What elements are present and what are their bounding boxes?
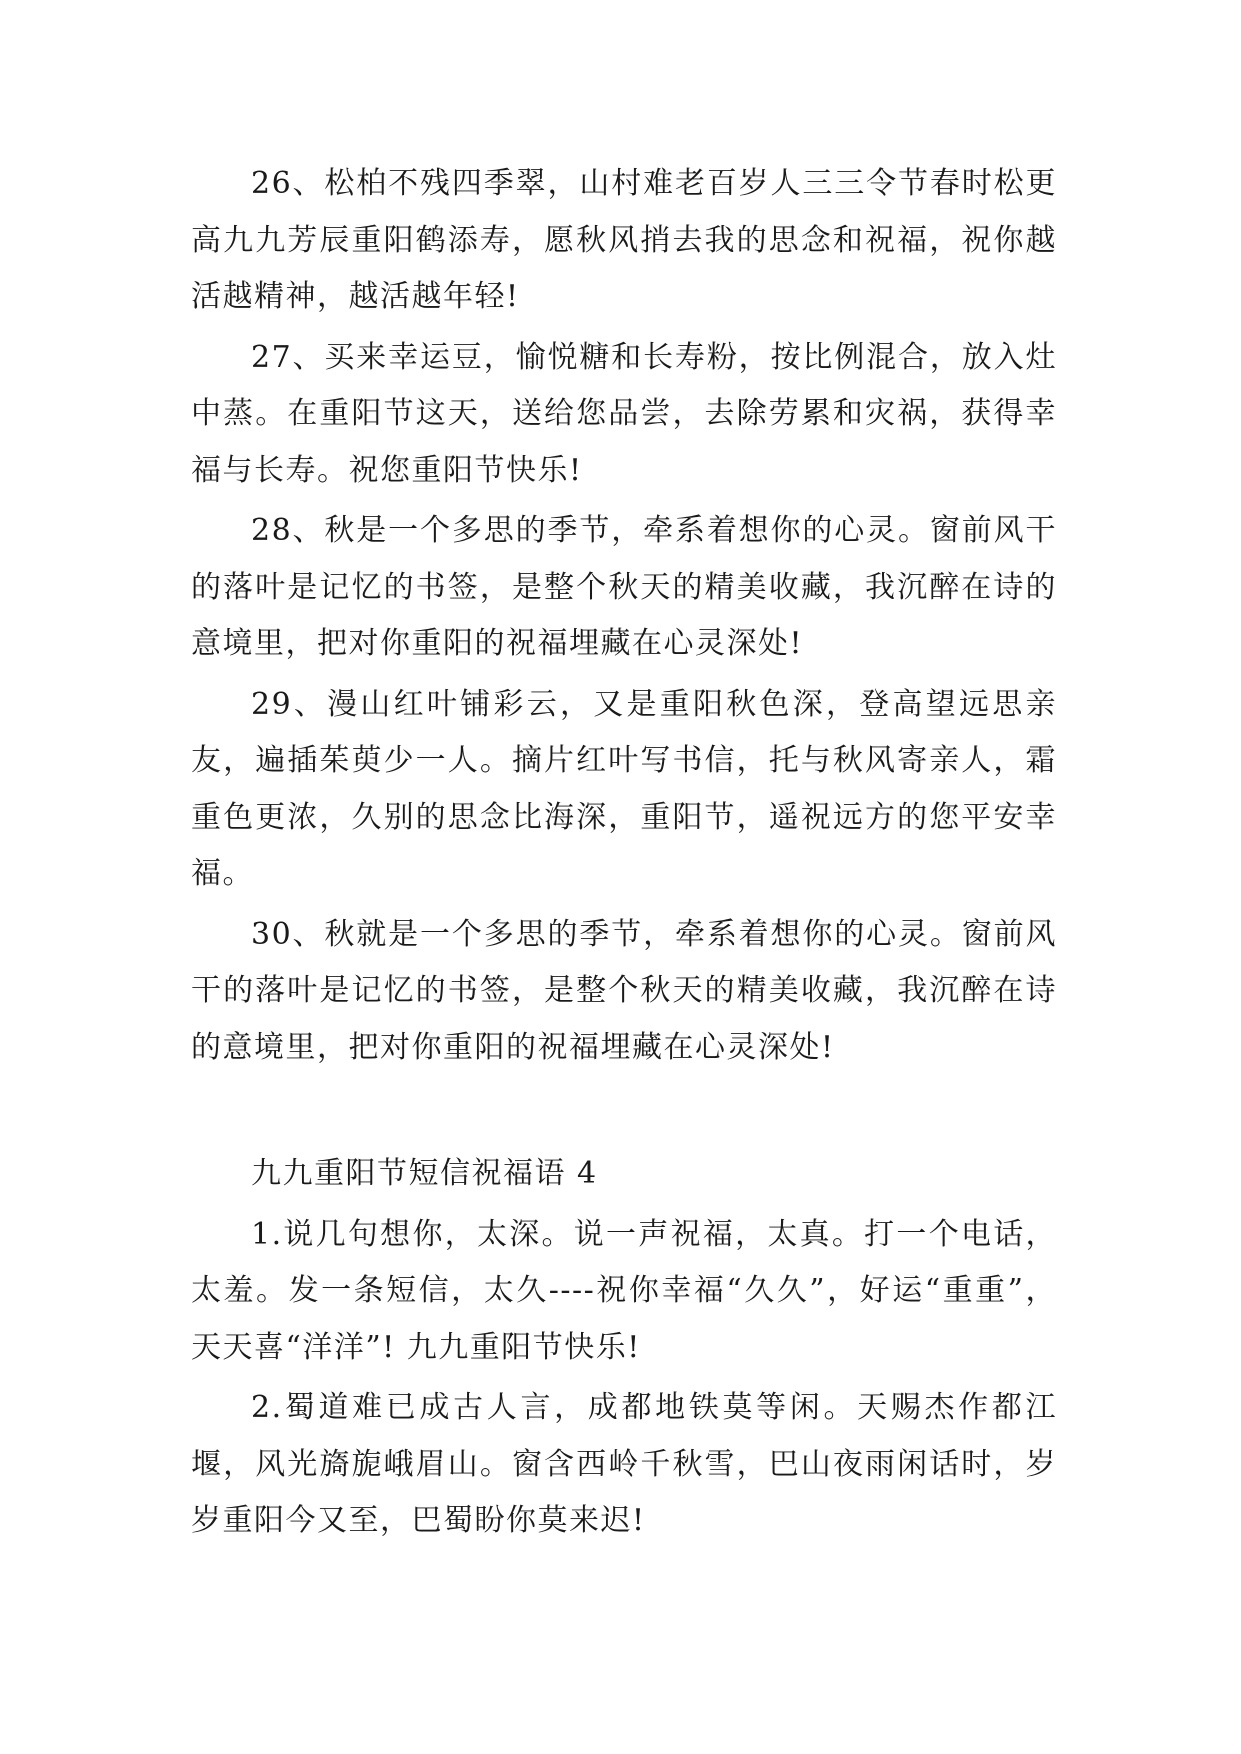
- paragraph-30: 30、秋就是一个多思的季节，牵系着想你的心灵。窗前风干的落叶是记忆的书签，是整个秋天的精美收藏，我沉醉在诗的意境里，把对你重阳的祝福埋藏在心灵深处!: [191, 916, 1057, 1065]
- section-heading: 九九重阳节短信祝福语 4: [251, 1156, 598, 1191]
- paragraph-2: 2.蜀道难已成古人言，成都地铁莫等闲。天赐杰作都江堰，风光旖旎峨眉山。窗含西岭千秋雪，巴山夜雨闲话时，岁岁重阳今又至，巴蜀盼你莫来迟!: [191, 1390, 1057, 1538]
- paragraph-28: 28、秋是一个多思的季节，牵系着想你的心灵。窗前风干的落叶是记忆的书签，是整个秋天的精美收藏，我沉醉在诗的意境里，把对你重阳的祝福埋藏在心灵深处!: [191, 513, 1057, 661]
- paragraph-27: 27、买来幸运豆，愉悦糖和长寿粉，按比例混合，放入灶中蒸。在重阳节这天，送给您品尝，去除劳累和灾祸，获得幸福与长寿。祝您重阳节快乐!: [191, 339, 1057, 488]
- document-body: [191, 156, 1057, 1554]
- paragraph-29: 29、漫山红叶铺彩云，又是重阳秋色深，登高望远思亲友，遍插茱萸少一人。摘片红叶写书信，托与秋风寄亲人，霜重色更浓，久别的思念比海深，重阳节，遥祝远方的您平安幸福。: [191, 686, 1057, 891]
- section-spacer: [191, 1080, 1057, 1146]
- paragraph-26: 26、松柏不残四季翠，山村难老百岁人三三令节春时松更高九九芳辰重阳鹤添寿，愿秋风捎去我的思念和祝福，祝你越活越精神，越活越年轻!: [191, 166, 1057, 314]
- paragraph-1: 1.说几句想你，太深。说一声祝福，太真。打一个电话，太羞。发一条短信，太久----祝你幸福“久久”，好运“重重”，天天喜“洋洋”! 九九重阳节快乐!: [191, 1216, 1057, 1365]
